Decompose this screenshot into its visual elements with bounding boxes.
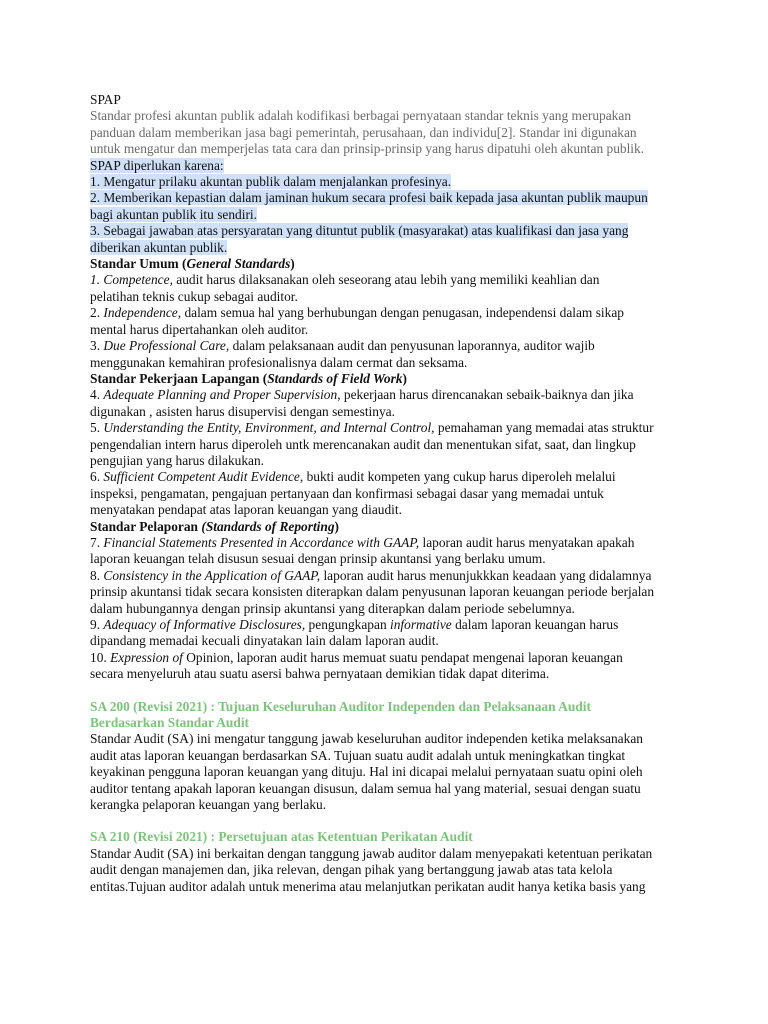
reason-item: 1. Mengatur prilaku akuntan publik dalam menjalankan profesinya. bbox=[90, 174, 452, 190]
field-item-4: 4. Adequate Planning and Proper Supervision, pekerjaan harus direncanakan sebaik-baiknya dan jika bbox=[90, 387, 634, 403]
sa200-body-line: Standar Audit (SA) ini mengatur tanggung jawab keseluruhan auditor independen ketika melaksanakan bbox=[90, 731, 643, 747]
general-item-1-cont: pelatihan teknis cukup sebagai auditor. bbox=[90, 288, 298, 304]
field-item-5: 5. Understanding the Entity, Environment, and Internal Control, pemahaman yang memadai atas struktur bbox=[90, 420, 654, 436]
intro-line: untuk mengatur dan memperjelas tata cara dan prinsip-prinsip yang harus dipatuhi oleh akuntan publik. bbox=[90, 141, 645, 157]
reporting-item-9: 9. Adequacy of Informative Disclosures, pengungkapan informative dalam laporan keuangan harus bbox=[90, 617, 619, 632]
sa200-body-line: auditor tentang apakah laporan keuangan disusun, dalam semua hal yang material, sesuai dengan suatu bbox=[90, 780, 641, 796]
reasons-heading: SPAP diperlukan karena: bbox=[90, 157, 224, 173]
sa200-body-line: kerangka pelaporan keuangan yang berlaku. bbox=[90, 797, 327, 813]
reporting-item-7: 7. Financial Statements Presented in Accordance with GAAP, laporan audit harus menyatakan apakah bbox=[90, 534, 635, 550]
general-item-2-cont: mental harus dipertahankan oleh auditor. bbox=[90, 321, 309, 337]
reason-item: bagi akuntan publik itu sendiri. bbox=[90, 206, 257, 222]
reason-item: diberikan akuntan publik. bbox=[90, 239, 228, 255]
spacer bbox=[90, 813, 680, 829]
field-item-4-cont: digunakan , asisten harus disupervisi dengan semestinya. bbox=[90, 403, 395, 419]
document-body bbox=[90, 92, 680, 895]
field-item-6-cont: inspeksi, pengamatan, pengajuan pertanyaan dan konfirmasi sebagai dasar yang memadai untuk bbox=[90, 485, 604, 501]
reporting-item-9-cont: dipandang memadai kecuali dinyatakan lain dalam laporan audit. bbox=[90, 633, 439, 649]
reporting-item-8-cont: dalam hubungannya dengan prinsip akuntansi yang diterapkan dalam periode sebelumnya. bbox=[90, 600, 575, 616]
intro-line: panduan dalam memberikan jasa bagi pemerintah, perusahaan, dan individu[2]. Standar ini digunakan bbox=[90, 124, 637, 140]
reporting-item-7-cont: laporan keuangan telah disusun sesuai dengan prinsip akuntansi yang berlaku umum. bbox=[90, 551, 546, 567]
sa210-body-line: entitas.Tujuan auditor adalah untuk menerima atau melanjutkan perikatan audit hanya ketika basis yang bbox=[90, 878, 646, 894]
general-standards-heading: Standar Umum (General Standards) bbox=[90, 256, 295, 272]
field-item-5-cont: pengujian yang harus dilakukan. bbox=[90, 452, 265, 468]
field-item-6: 6. Sufficient Competent Audit Evidence, bukti audit kompeten yang cukup harus diperoleh melalui bbox=[90, 469, 616, 485]
sa200-body-line: audit atas laporan keuangan berdasarkan SA. Tujuan suatu audit adalah untuk meningkatkan tingkat bbox=[90, 747, 626, 763]
reporting-item-10-cont: secara menyeluruh atau suatu asersi bahwa pernyataan demikian tidak dapat diterima. bbox=[90, 666, 550, 682]
sa210-heading: SA 210 (Revisi 2021) : Persetujuan atas Ketentuan Perikatan Audit bbox=[90, 829, 473, 845]
field-item-6-cont: menyatakan pendapat atas laporan keuangan yang diaudit. bbox=[90, 502, 402, 518]
reporting-item-10: 10. Expression of Opinion, laporan audit harus memuat suatu pendapat mengenai laporan keuangan bbox=[90, 649, 623, 665]
sa200-heading: SA 200 (Revisi 2021) : Tujuan Keseluruhan Auditor Independen dan Pelaksanaan Audit bbox=[90, 698, 591, 714]
sa210-body-line: audit dengan manajemen dan, jika relevan, dengan pihak yang bertanggung jawab atas tata kelola bbox=[90, 862, 613, 878]
document-title: SPAP bbox=[90, 92, 121, 107]
reason-item: 2. Memberikan kepastian dalam jaminan hukum secara profesi baik kepada jasa akuntan publik maupun bbox=[90, 190, 648, 206]
general-item-1: 1. Competence, audit harus dilaksanakan oleh seseorang atau lebih yang memiliki keahlian dan bbox=[90, 272, 600, 288]
general-item-3: 3. Due Professional Care, dalam pelaksanaan audit dan penyusunan laporannya, auditor wajib bbox=[90, 338, 595, 354]
sa200-body-line: keyakinan pengguna laporan keuangan yang dituju. Hal ini dicapai melalui pernyataan suatu opini oleh bbox=[90, 764, 643, 780]
field-work-heading: Standar Pekerjaan Lapangan (Standards of Field Work) bbox=[90, 370, 407, 386]
sa200-heading-cont: Berdasarkan Standar Audit bbox=[90, 715, 249, 731]
intro-line: Standar profesi akuntan publik adalah kodifikasi berbagai pernyataan standar teknis yang merupakan bbox=[90, 108, 632, 124]
sa210-body-line: Standar Audit (SA) ini berkaitan dengan tanggung jawab auditor dalam menyepakati ketentuan perikatan bbox=[90, 845, 653, 861]
reporting-item-8-cont: prinsip akuntansi tidak secara konsisten diterapkan dalam penyusunan laporan keuangan periode berjalan bbox=[90, 584, 655, 600]
general-item-2: 2. Independence, dalam semua hal yang berhubungan dengan penugasan, independensi dalam sikap bbox=[90, 305, 624, 321]
field-item-5-cont: pengendalian intern harus diperoleh untk merencanakan audit dan menentukan sifat, saat, dan lingkup bbox=[90, 436, 636, 452]
reporting-heading: Standar Pelaporan (Standards of Reporting) bbox=[90, 518, 340, 534]
spacer bbox=[90, 683, 680, 699]
general-item-3-cont: menggunakan kemahiran profesionalisnya dalam cermat dan seksama. bbox=[90, 354, 468, 370]
reason-item: 3. Sebagai jawaban atas persyaratan yang dituntut publik (masyarakat) atas kualifikasi dan jasa yang bbox=[90, 223, 629, 239]
reporting-item-8: 8. Consistency in the Application of GAAP, laporan audit harus menunjukkkan keadaan yang didalamnya bbox=[90, 567, 652, 583]
